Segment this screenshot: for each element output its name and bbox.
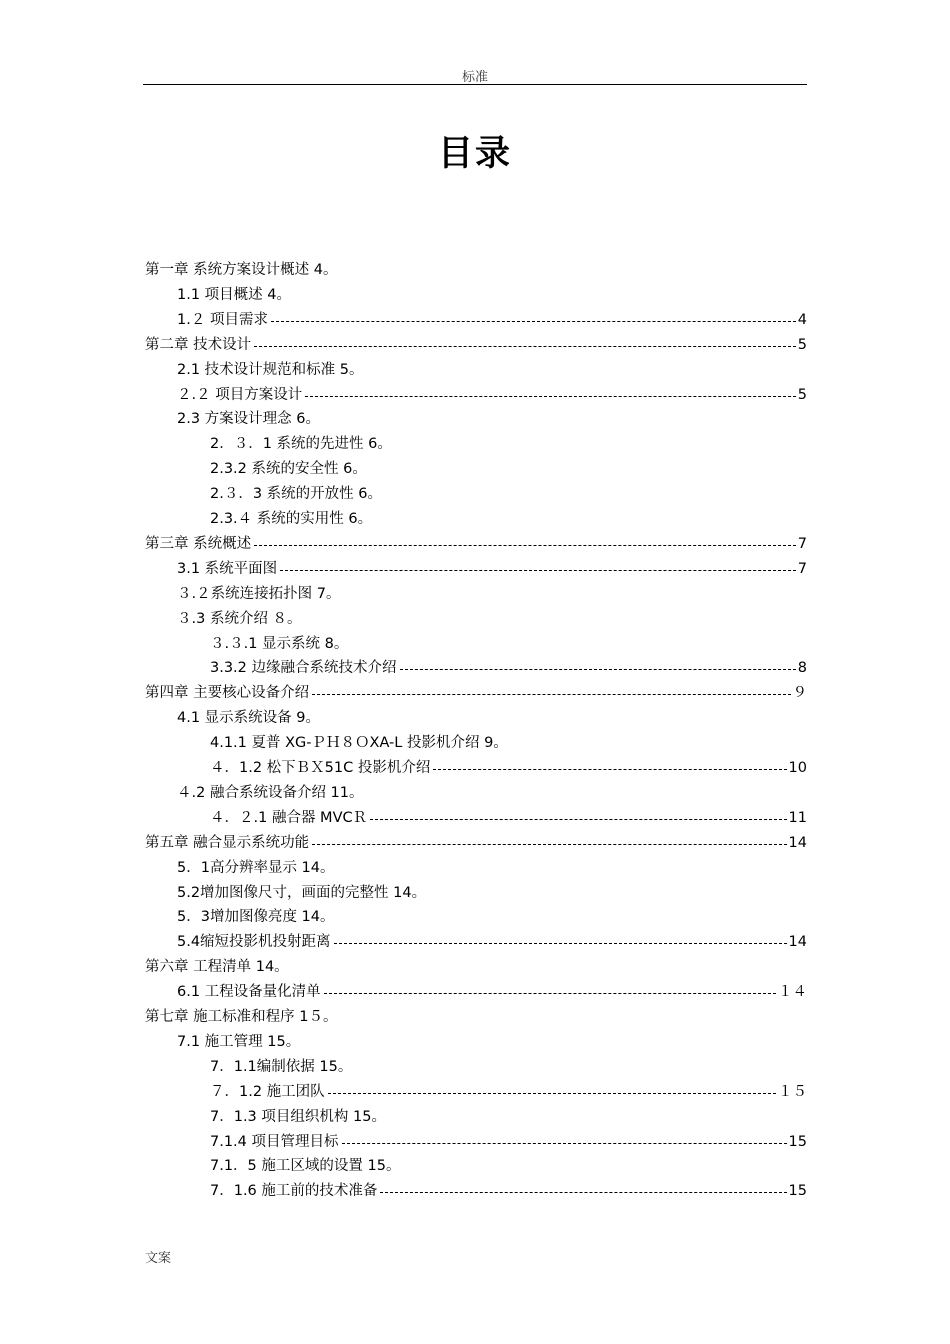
toc-page-number: １５ (778, 1084, 807, 1100)
toc-entry[interactable] (210, 1130, 807, 1154)
toc-dot-leader (433, 769, 786, 770)
toc-page-number: 7 (797, 536, 807, 552)
toc-page-number: 11 (788, 810, 807, 826)
toc-entry-title: 4.1 显示系统设备 9。 (177, 710, 321, 726)
toc-entry[interactable] (210, 1055, 352, 1079)
toc-entry-title: 5.4缩短投影机投射距离 (177, 934, 331, 950)
toc-dot-leader (254, 346, 796, 347)
toc-entry[interactable] (177, 881, 426, 905)
toc-entry-title: 2.3.2 系统的安全性 6。 (210, 461, 367, 477)
toc-entry[interactable] (177, 383, 807, 407)
toc-entry[interactable] (145, 681, 807, 705)
toc-entry[interactable] (145, 333, 807, 357)
toc-entry[interactable] (177, 607, 302, 631)
toc-page-number: 14 (788, 835, 807, 851)
toc-entry-title: ３.３.1 显示系统 8。 (210, 636, 349, 652)
toc-entry-title: 第四章 主要核心设备介绍 (145, 685, 310, 701)
page-footer: 文案 (145, 1251, 172, 1266)
toc-entry[interactable] (210, 457, 367, 481)
toc-entry[interactable] (145, 1005, 337, 1029)
toc-entry[interactable] (177, 1030, 300, 1054)
toc-entry[interactable] (177, 930, 807, 954)
toc-dot-leader (254, 545, 796, 546)
toc-dot-leader (370, 819, 786, 820)
toc-entry[interactable] (210, 632, 348, 656)
toc-entry[interactable] (177, 358, 364, 382)
toc-entry-title: 2．３．1 系统的先进性 6。 (210, 436, 392, 452)
toc-dot-leader (380, 1192, 786, 1193)
toc-entry-title: 7.1．5 施工区域的设置 15。 (210, 1158, 401, 1174)
toc-page-number: 8 (797, 660, 807, 676)
toc-entry-title: 5．1高分辨率显示 14。 (177, 860, 335, 876)
toc-entry-title: 2.3.４ 系统的实用性 6。 (210, 511, 373, 527)
toc-entry[interactable] (210, 1105, 386, 1129)
toc-entry-title: 7.1 施工管理 15。 (177, 1034, 301, 1050)
toc-entry-title: 3.1 系统平面图 (177, 561, 278, 577)
toc-entry-title: ７．1.2 施工团队 (210, 1084, 325, 1100)
toc-entry-title: 第五章 融合显示系统功能 (145, 835, 310, 851)
toc-entry[interactable] (210, 1080, 807, 1104)
page-title: 目录 (437, 134, 512, 174)
toc-entry-title: 1.1 项目概述 4。 (177, 287, 292, 303)
toc-entry[interactable] (210, 731, 508, 755)
toc-entry[interactable] (177, 308, 807, 332)
toc-entry[interactable] (177, 582, 340, 606)
toc-entry-title: ３.２系统连接拓扑图 7。 (177, 586, 341, 602)
toc-entry-title: 7．1.1编制依据 15。 (210, 1059, 353, 1075)
toc-entry[interactable] (210, 1154, 400, 1178)
toc-entry[interactable] (145, 532, 807, 556)
toc-entry-title: 第二章 技术设计 (145, 337, 252, 353)
toc-dot-leader (312, 844, 786, 845)
toc-entry[interactable] (145, 831, 807, 855)
header-rule (143, 84, 807, 85)
toc-entry-title: 1.２ 项目需求 (177, 312, 268, 328)
toc-entry[interactable] (177, 980, 807, 1004)
toc-page-number: 10 (788, 760, 807, 776)
toc-entry[interactable] (177, 283, 291, 307)
toc-entry-title: 7.1.4 项目管理目标 (210, 1134, 339, 1150)
toc-dot-leader (271, 321, 796, 322)
toc-entry[interactable] (177, 781, 364, 805)
toc-entry[interactable] (177, 706, 320, 730)
page-header: 标准 (461, 70, 488, 85)
toc-page-number: 14 (788, 934, 807, 950)
toc-entry[interactable] (177, 905, 335, 929)
toc-page-number: 15 (788, 1134, 807, 1150)
toc-dot-leader (312, 694, 790, 695)
toc-entry-title: 4.1.1 夏普 XG-ＰＨ８ＯXA-L 投影机介绍 9。 (210, 735, 508, 751)
toc-dot-leader (280, 570, 796, 571)
toc-entry-title: ４.2 融合系统设备介绍 11。 (177, 785, 364, 801)
toc-dot-leader (334, 943, 787, 944)
toc-entry-title: 3.3.2 边缘融合系统技术介绍 (210, 660, 397, 676)
toc-entry[interactable] (210, 756, 807, 780)
toc-entry[interactable] (210, 1179, 807, 1203)
toc-entry[interactable] (210, 656, 807, 680)
toc-page-number: 5 (797, 387, 807, 403)
toc-entry-title: 5.2增加图像尺寸，画面的完整性 14。 (177, 885, 427, 901)
toc-dot-leader (400, 669, 796, 670)
toc-dot-leader (342, 1143, 787, 1144)
toc-entry-title: 6.1 工程设备量化清单 (177, 984, 321, 1000)
toc-entry[interactable] (210, 806, 807, 830)
toc-entry[interactable] (210, 432, 392, 456)
toc-entry[interactable] (177, 557, 807, 581)
toc-page-number: 4 (797, 312, 807, 328)
toc-page-number: ９ (792, 685, 807, 701)
toc-entry-title: 2.3 方案设计理念 6。 (177, 411, 321, 427)
toc-page-number: 7 (797, 561, 807, 577)
toc-entry-title: ２.２ 项目方案设计 (177, 387, 303, 403)
toc-entry-title: 7．1.6 施工前的技术准备 (210, 1183, 378, 1199)
toc-entry[interactable] (210, 482, 382, 506)
toc-entry-title: 第七章 施工标准和程序 1５。 (145, 1009, 338, 1025)
toc-dot-leader (328, 1093, 776, 1094)
toc-entry-title: 5．3增加图像亮度 14。 (177, 909, 335, 925)
toc-dot-leader (305, 396, 796, 397)
toc-dot-leader (324, 993, 776, 994)
toc-page-number: 15 (788, 1183, 807, 1199)
toc-entry-title: 第一章 系统方案设计概述 4。 (145, 262, 338, 278)
toc-entry-title: 2.３．3 系统的开放性 6。 (210, 486, 383, 502)
toc-page-number: １４ (778, 984, 807, 1000)
toc-entry-title: 第三章 系统概述 (145, 536, 252, 552)
toc-entry[interactable] (145, 258, 337, 282)
toc-entry-title: 2.1 技术设计规范和标准 5。 (177, 362, 364, 378)
toc-entry[interactable] (210, 507, 372, 531)
toc-entry[interactable] (177, 856, 335, 880)
toc-entry-title: 7．1.3 项目组织机构 15。 (210, 1109, 386, 1125)
toc-entry-title: ４．1.2 松下ＢＸ51C 投影机介绍 (210, 760, 431, 776)
toc-page-number: 5 (797, 337, 807, 353)
toc-entry[interactable] (177, 407, 320, 431)
toc-entry-title: ３.3 系统介绍 ８。 (177, 611, 302, 627)
toc-entry[interactable] (145, 955, 289, 979)
toc-entry-title: ４．２.1 融合器 MVCＲ (210, 810, 368, 826)
toc-entry-title: 第六章 工程清单 14。 (145, 959, 289, 975)
